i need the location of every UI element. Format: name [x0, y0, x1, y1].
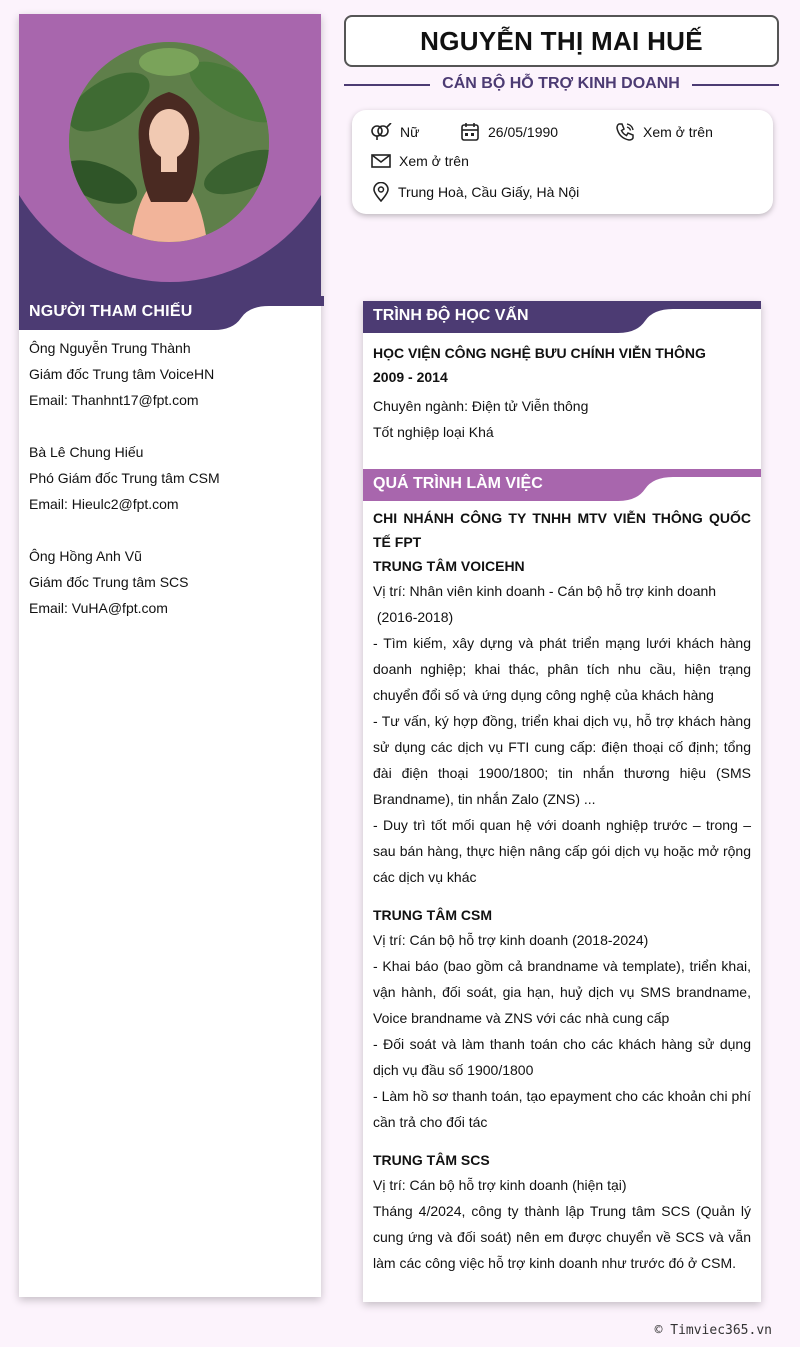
duty-item: - Khai báo (bao gồm cả brandname và template), triển khai, vận hành, đối soát, gia hạn, huỷ dịch vụ SMS brandname, Voice brandname và ZNS với các nhà cung cấp — [373, 958, 751, 1026]
contact-birthdate — [460, 122, 558, 142]
education-grade: Tốt nghiệp loại Khá — [373, 424, 494, 440]
center-name: TRUNG TÂM CSM — [373, 907, 492, 923]
center-position: Vị trí: Nhân viên kinh doanh - Cán bộ hỗ trợ kinh doanh — [373, 583, 717, 599]
contact-phone — [615, 122, 713, 142]
contact-gender — [370, 123, 419, 141]
left-column — [19, 14, 321, 1297]
reference-email: Email: Thanhnt17@fpt.com — [29, 392, 199, 408]
footer-credit: © Timviec365.vn — [654, 1323, 772, 1338]
education-years: 2009 - 2014 — [373, 369, 448, 385]
reference-item — [29, 543, 319, 621]
duty-item: - Tư vấn, ký hợp đồng, triển khai dịch vụ, hỗ trợ khách hàng sử dụng các dịch vụ FTI cung cấp: điện thoại cố định; tổng đài điện thoại 1900/1800; tin nhắn thương hiệu (SMS Brandname), tin nhắn Zalo (ZNS) ... — [373, 713, 751, 807]
reference-name: Ông Nguyễn Trung Thành — [29, 340, 191, 356]
center-position: Vị trí: Cán bộ hỗ trợ kinh doanh (2018-2024) — [373, 932, 649, 948]
email-value: Xem ở trên — [399, 153, 469, 169]
birthdate-value: 26/05/1990 — [488, 124, 559, 140]
name-box — [344, 15, 779, 67]
avatar — [69, 42, 269, 242]
center-position: Vị trí: Cán bộ hỗ trợ kinh doanh (hiện tại) — [373, 1177, 627, 1193]
company-name: CHI NHÁNH CÔNG TY TNHH MTV VIỄN THÔNG QUỐC TẾ FPT — [373, 510, 751, 550]
references-title: NGƯỜI THAM CHIẾU — [29, 303, 193, 320]
education-title: TRÌNH ĐỘ HỌC VẤN — [373, 307, 529, 324]
references-list — [29, 335, 319, 647]
reference-item — [29, 335, 319, 413]
mail-icon — [371, 153, 391, 169]
photo-banner — [19, 14, 321, 304]
gender-value: Nữ — [400, 124, 420, 140]
education-major: Chuyên ngành: Điện tử Viễn thông — [373, 398, 589, 414]
duty-item: - Đối soát và làm thanh toán cho các khách hàng sử dụng dịch vụ đầu số 1900/1800 — [373, 1036, 751, 1078]
reference-name: Bà Lê Chung Hiếu — [29, 444, 144, 460]
center-name: TRUNG TÂM VOICEHN — [373, 558, 525, 574]
duty-item: - Duy trì tốt mối quan hệ với doanh nghiệp trước – trong – sau bán hàng, thực hiện nâng cấp gói dịch vụ hoặc mở rộng các dịch vụ khác — [373, 817, 751, 885]
reference-position: Phó Giám đốc Trung tâm CSM — [29, 470, 220, 486]
reference-item — [29, 439, 319, 517]
gender-icon — [370, 123, 392, 141]
reference-email: Email: Hieulc2@fpt.com — [29, 496, 179, 512]
experience-title: QUÁ TRÌNH LÀM VIỆC — [373, 475, 543, 492]
reference-email: Email: VuHA@fpt.com — [29, 600, 168, 616]
right-column — [363, 301, 761, 1302]
contact-email — [371, 153, 469, 169]
reference-position: Giám đốc Trung tâm SCS — [29, 574, 189, 590]
duty-item: Tháng 4/2024, công ty thành lập Trung tâm SCS (Quản lý cung ứng và đối soát) nên em được chuyển về SCS và vẫn làm các công việc hỗ trợ kinh doanh như trước đó ở CSM. — [373, 1203, 751, 1271]
role-divider-right — [692, 84, 779, 86]
education-school: HỌC VIỆN CÔNG NGHỆ BƯU CHÍNH VIỄN THÔNG — [373, 345, 706, 361]
full-name: NGUYỄN THỊ MAI HUẾ — [420, 25, 703, 56]
calendar-icon — [460, 122, 480, 142]
reference-position: Giám đốc Trung tâm VoiceHN — [29, 366, 215, 382]
reference-name: Ông Hồng Anh Vũ — [29, 548, 142, 564]
address-value: Trung Hoà, Cầu Giấy, Hà Nội — [398, 184, 580, 200]
duty-item: - Làm hồ sơ thanh toán, tạo epayment cho các khoản chi phí cần trả cho đối tác — [373, 1088, 751, 1130]
job-title: CÁN BỘ HỖ TRỢ KINH DOANH — [442, 75, 680, 92]
phone-icon — [615, 122, 635, 142]
phone-value: Xem ở trên — [643, 124, 713, 140]
center-period: (2016-2018) — [373, 609, 454, 625]
contact-card — [352, 110, 773, 214]
location-pin-icon — [372, 182, 390, 202]
duty-item: - Tìm kiếm, xây dựng và phát triển mạng lưới khách hàng doanh nghiệp; khai thác, phân tích nhu cầu, hiện trạng chuyển đổi số và ứng dụng công nghệ của khách hàng — [373, 635, 751, 703]
role-divider-left — [344, 84, 430, 86]
contact-address — [372, 182, 579, 202]
center-name: TRUNG TÂM SCS — [373, 1152, 490, 1168]
